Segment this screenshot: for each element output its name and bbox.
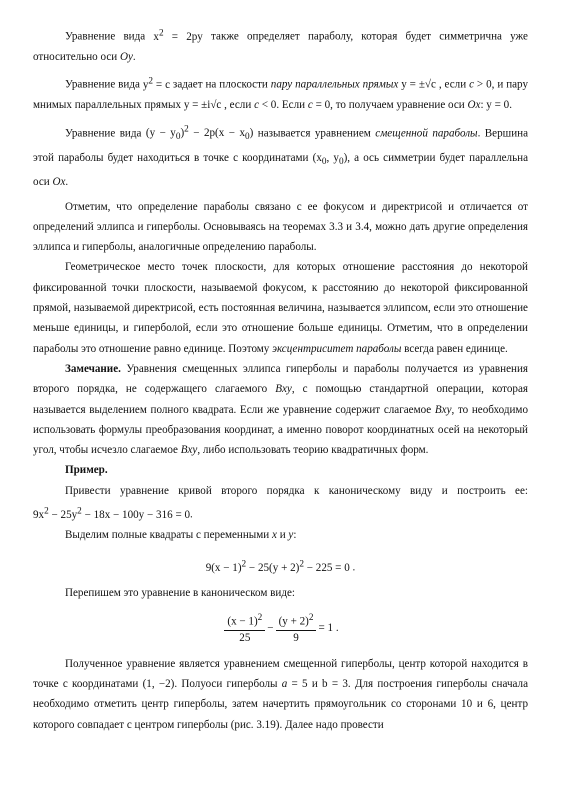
equation-completed-squares: $9(x - 1)^2 - 25(y + 2)^2 - 225 = 0$ . xyxy=(205,559,356,574)
paragraph-hyperbola-construction: Полученное уравнение является уравнением смещенной гиперболы, центр которой находится в точке с координатами (1, −2). Полуоси гиперболы a = 5 и b = 3. Для построения гиперболы сначала необходимо отметить центр гиперболы, затем начертить прямоугольник со сторонами 10 и 6, центр которого совпадает с центром гиперболы (рис. 3.19). Далее надо провести xyxy=(33,657,529,731)
paragraph-remark: Замечание. Уравнения смещенных эллипса гиперболы и параболы получается из уравнения второго порядка, не содержащего слагаемого Bxy, с помощью стандартной операции, которая называется выделением полного квадрата. Если же уравнение содержит слагаемое Bxy, то необходимо использовать формулы преобразования координат, а именно поворот координатных осей на некоторый угол, чтобы исчезло слагаемое Bxy, либо использовать теорию квадратичных форм. xyxy=(33,362,528,457)
paragraph-canonical-intro: Перепишем это уравнение в каноническом виде: xyxy=(65,587,296,600)
paragraph-parabola-oy: Уравнение вида $x^2 = 2py$ также определяет параболу, которая будет симметрична уже относительно оси Oy. xyxy=(33,28,528,63)
paragraph-example-task: Привести уравнение кривой второго порядка к каноническому виду и построить ее: $9x^2 - 25y^2 - 18x - 100y - 316 = 0$. xyxy=(33,484,528,521)
paragraph-focus-directrix: Отметим, что определение параболы связано с ее фокусом и директрисой и отличается от определений эллипса и гиперболы. Основываясь на теоремах 3.3 и 3.4, можно дать другие определения эллипса и гиперболы, аналогичные определению параболы. xyxy=(33,200,528,254)
paragraph-complete-squares: Выделим полные квадраты с переменными x и y: xyxy=(65,529,297,542)
paragraph-locus-definition: Геометрическое место точек плоскости, для которых отношение расстояния до некоторой фиксированной точки плоскости, называемой фокусом, к расстоянию до некоторой фиксированной прямой, называемой директрисой, есть постоянная величина, называется эллипсом, если это отношение меньше единицы, и гиперболой, если это отношение больше единицы. Отметим, что в определении параболы это отношение равно единице. Поэтому эксцентриситет параболы всегда равен единице. xyxy=(33,261,528,355)
paragraph-shifted-parabola: Уравнение вида $(y - y_0)^2 - 2p(x - x_0)$ называется уравнением смещенной параболы. Вершина этой параболы будет находиться в точке с координатами ($x_0$, $y_0$), а ось симметрии будет параллельна оси Ox. xyxy=(33,124,529,189)
equation-canonical-hyperbola: $\frac{(x - 1)^2}{25}$ − $\frac{(y + 2)^2}{9}$ = 1 . xyxy=(33,604,528,654)
example-heading: Пример. xyxy=(65,464,108,477)
paragraph-parallel-lines: Уравнение вида $y^2 = c$ задает на плоскости пару параллельных прямых y = ±√c , если c > 0, и пару мнимых параллельных прямых y = ±i√c , если c < 0. Если c = 0, то получаем уравнение оси Ox: y = 0. xyxy=(33,76,529,112)
